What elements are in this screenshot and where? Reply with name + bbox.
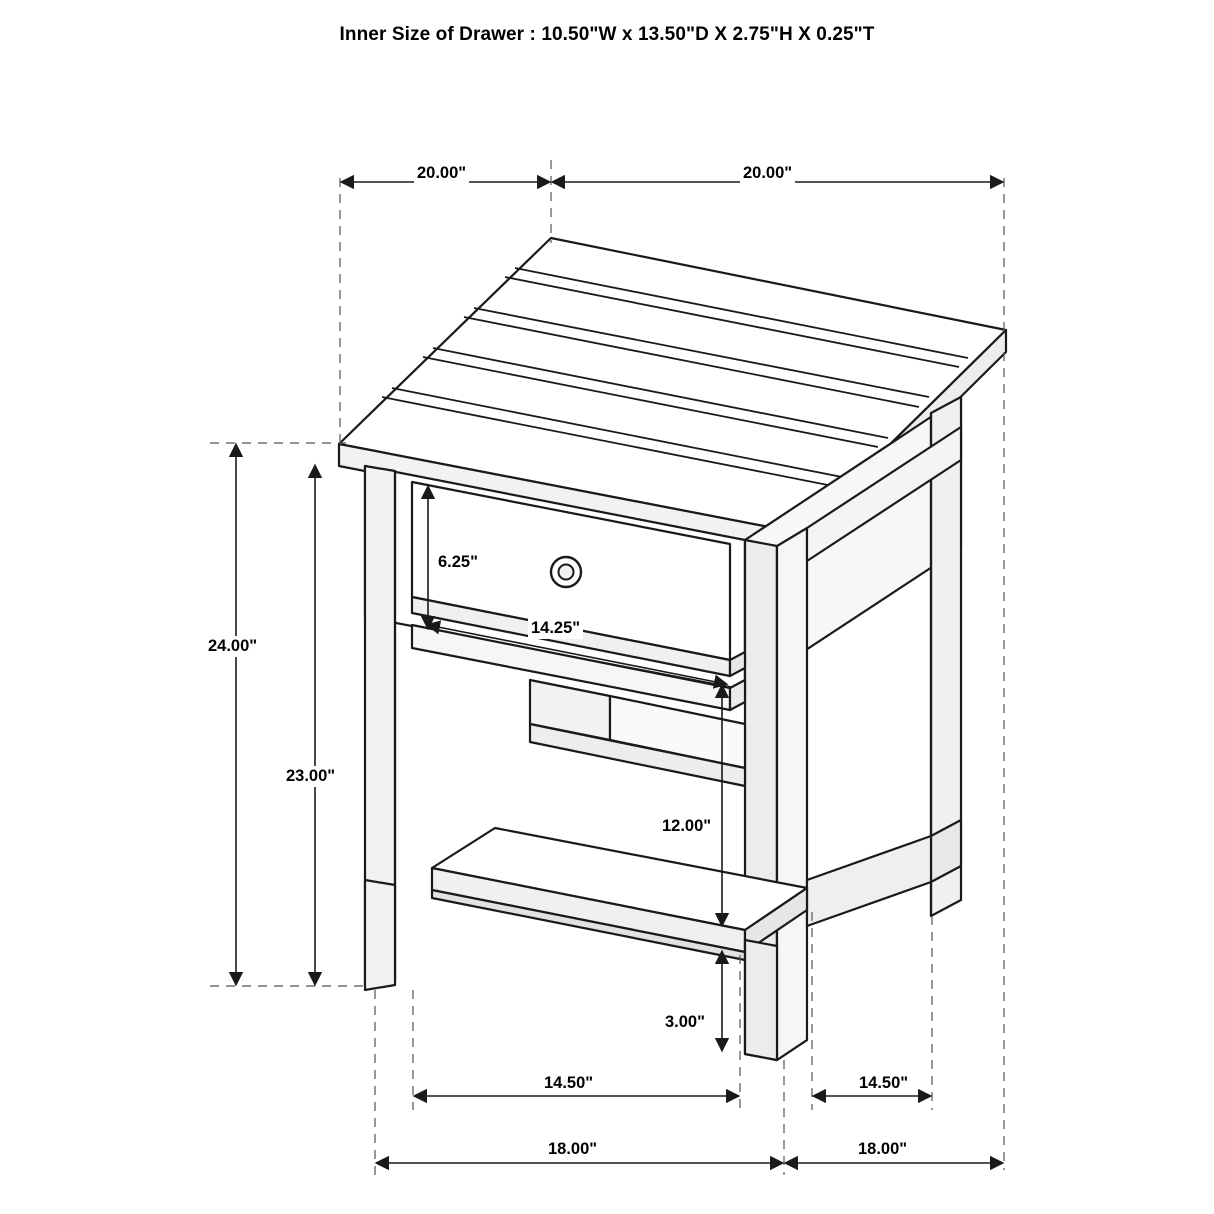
dim-label-shelf-gap: 12.00" <box>659 816 714 837</box>
dim-label-top-left: 20.00" <box>414 163 469 184</box>
dim-label-surface-height: 23.00" <box>283 766 338 787</box>
dim-label-drawer-height: 6.25" <box>435 552 481 573</box>
page-title: Inner Size of Drawer : 10.50"W x 13.50"D X 2.75"H X 0.25"T <box>339 24 875 45</box>
dim-label-base-left: 18.00" <box>545 1139 600 1160</box>
dim-label-shelf-left: 14.50" <box>541 1073 596 1094</box>
dim-label-top-right: 20.00" <box>740 163 795 184</box>
dim-label-drawer-width: 14.25" <box>528 618 583 639</box>
dim-label-overall-height: 24.00" <box>205 636 260 657</box>
dim-label-base-right: 18.00" <box>855 1139 910 1160</box>
dim-label-shelf-right: 14.50" <box>856 1073 911 1094</box>
furniture-illustration <box>339 238 1006 1060</box>
drawer-knob[interactable] <box>551 557 581 587</box>
dim-label-floor-clearance: 3.00" <box>662 1012 708 1033</box>
